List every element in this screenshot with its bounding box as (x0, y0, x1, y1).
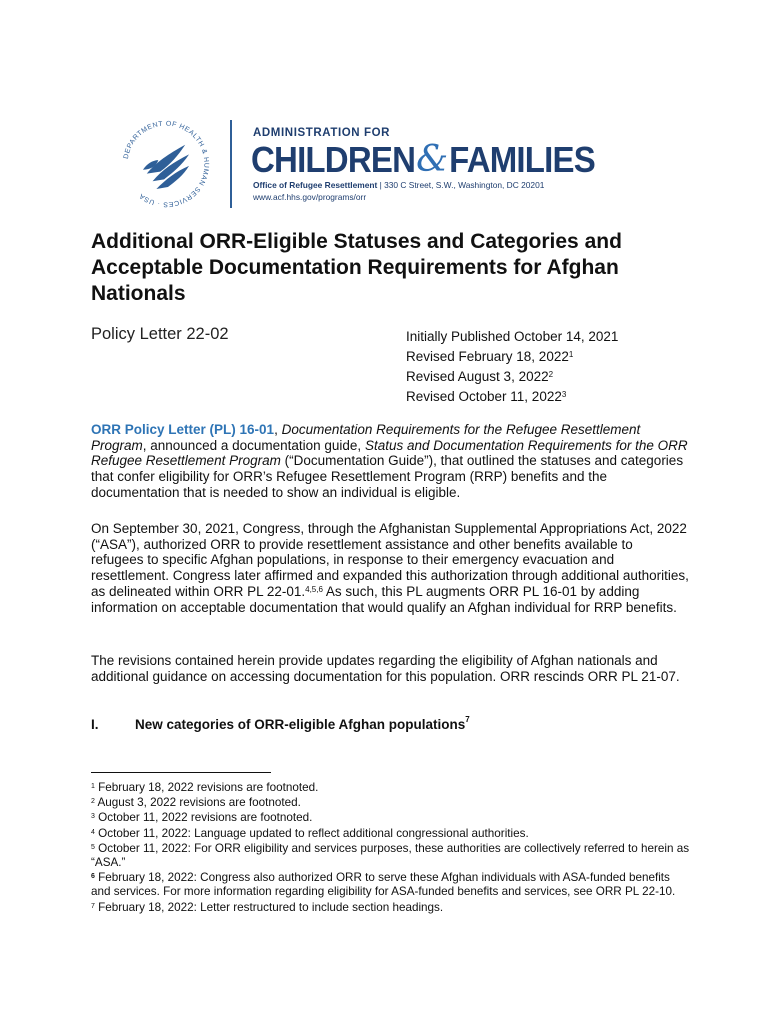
footnote-ref[interactable]: 3 (561, 390, 567, 399)
seal-text: DEPARTMENT OF HEALTH & HUMAN SERVICES · USA (122, 120, 210, 208)
letterhead (118, 112, 678, 216)
footnote-separator (91, 772, 271, 773)
brand-ampersand: & (416, 139, 449, 180)
acf-brand-wordmark (251, 139, 595, 179)
office-address-line (253, 180, 544, 190)
footnote: $^2$ August 3, 2022 revisions are footnoted. (91, 796, 301, 810)
date-line: Revised October 11, 2022$^3$ (406, 389, 567, 404)
office-address: | 330 C Street, S.W., Washington, DC 20201 (377, 180, 545, 190)
date-line: Initially Published October 14, 2021 (406, 329, 619, 344)
footnote: $^7$ February 18, 2022: Letter restructured to include section headings. (91, 900, 444, 914)
office-name: Office of Refugee Resettlement (253, 180, 378, 190)
section-heading (91, 717, 470, 732)
hhs-seal-logo (118, 116, 214, 212)
revision-dates (406, 327, 618, 407)
page-title: Additional ORR-Eligible Statuses and Categories and Acceptable Documentation Requirements for Afghan Nationals (91, 230, 622, 305)
paragraph-asa: On September 30, 2021, Congress, through the Afghanistan Supplemental Appropriations Act, 2022 (“ASA”), authorized ORR to provide resettlement assistance and other benefits available to refugees to specific Afghan populations, in response to their emergency evacuation and resettlement. Congress later affirmed and expanded this authorization through additional authorities, as delineated within ORR PL 22-01.$^{4,5,6}$ As such, this PL augments ORR PL 16-01 by adding information on acceptable documentation that would qualify an Afghan individual for RRP benefits. (91, 521, 689, 615)
policy-letter-number: Policy Letter 22-02 (91, 325, 229, 343)
footnote: $^4$ October 11, 2022: Language updated to reflect additional congressional authorities. (91, 826, 529, 840)
footnote: $^3$ October 11, 2022 revisions are footnoted. (91, 811, 313, 825)
brand-children: CHILDREN (251, 139, 416, 180)
header-divider (230, 120, 232, 208)
date-line: Revised February 18, 2022$^1$ (406, 349, 574, 364)
footnote: $^1$ February 18, 2022 revisions are footnoted. (91, 781, 319, 794)
paragraph-intro: ORR Policy Letter (PL) 16-01, Documentation Requirements for the Refugee Resettlement Program, announced a documentation guide, Status and Documentation Requirements for the ORR Refugee Resettlement Program (“Documentation Guide”), that outlined the statuses and categories that confer eligibility for ORR’s Refugee Resettlement Program (RRP) benefits and the documentation that is needed to show an individual is eligible. (91, 422, 688, 500)
footnote: $^5$ October 11, 2022: For ORR eligibility and services purposes, these authorities are collectively referred to herein as “ASA.” (91, 841, 690, 870)
brand-families: FAMILIES (449, 139, 595, 180)
office-url: www.acf.hhs.gov/programs/orr (253, 192, 367, 202)
orr-pl-16-01-link[interactable]: ORR Policy Letter (PL) 16-01 (91, 422, 275, 437)
footnote-ref[interactable]: 7 (465, 715, 470, 724)
footnote: $^6$ February 18, 2022: Congress also authorized ORR to serve these Afghan individuals with ASA-funded benefits and services. For more information regarding eligibility for ASA-funded benefits and services, see ORR PL 22-10. (91, 871, 676, 899)
agency-line: ADMINISTRATION FOR (253, 127, 391, 139)
footnote-ref[interactable]: 2 (548, 370, 554, 379)
footnote-ref[interactable]: 4,5,6 (305, 584, 323, 594)
section-number: I. (91, 717, 99, 732)
date-line: Revised August 3, 2022$^2$ (406, 369, 554, 384)
section-title: New categories of ORR-eligible Afghan populations (135, 717, 466, 732)
footnote-ref[interactable]: 1 (568, 350, 574, 359)
footnotes (91, 781, 691, 916)
paragraph-revisions: The revisions contained herein provide updates regarding the eligibility of Afghan nationals and additional guidance on accessing documentation for this population. ORR rescinds ORR PL 21-07. (91, 653, 680, 684)
